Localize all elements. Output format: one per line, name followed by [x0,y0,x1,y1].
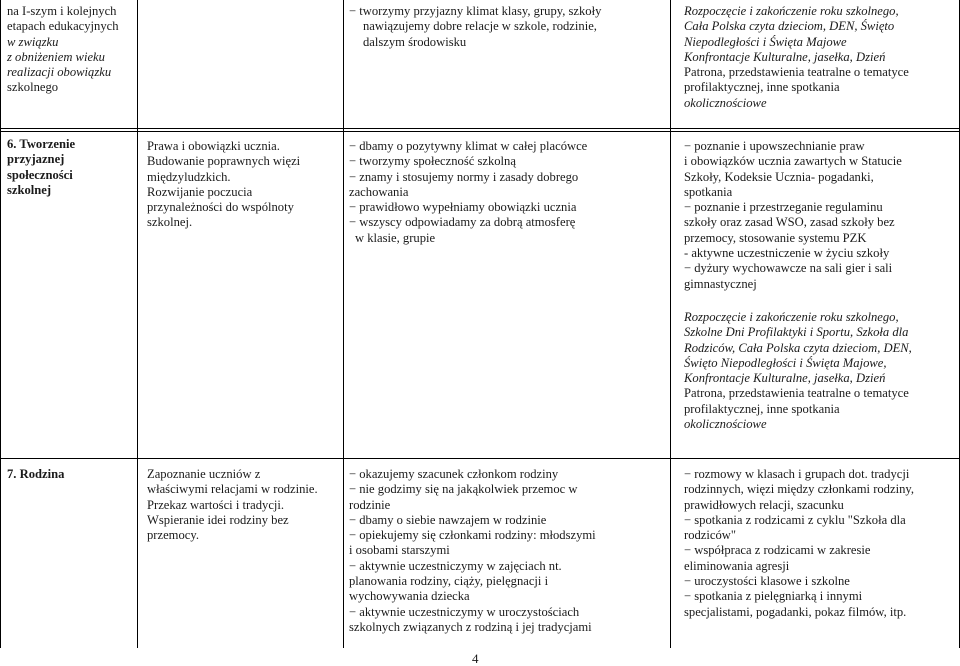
row2-form-line: Konfrontacje Kulturalne, jasełka, Dzień [684,371,886,386]
row2-form-line: spotkania [684,184,733,199]
row3-method-line: − okazujemy szacunek członkom rodziny [349,467,559,481]
row1-forms-cell [684,4,956,111]
row1-form-line: Niepodległości i Święta Majowe [684,34,847,49]
row3-form-line: rodzinnych, więzi między członkami rodziny, [684,482,914,497]
row2-form-line: Święto Niepodległości i Święta Majowe, [684,355,887,370]
row3-form-line: prawidłowych relacji, szacunku [684,497,844,512]
row-divider-1b [0,131,960,132]
row2-method-line: w klasie, grupie [355,230,436,245]
row3-content-cell [147,467,341,543]
row3-method-line: − dbamy o siebie nawzajem w rodzinie [349,512,547,527]
row2-form-line: − poznanie i upowszechnianie praw [684,139,865,153]
row2-form-line: profilaktycznej, inne spotkania [684,401,840,416]
row1-form-line: Patrona, przedstawienia teatralne o tematyce [684,65,909,80]
row1-topic-line: z obniżeniem wieku [7,49,105,64]
row2-content-line: szkolnej. [147,215,193,230]
table-border-left [0,0,1,648]
row3-content-line: przemocy. [147,528,199,543]
row1-form-line: Konfrontacje Kulturalne, jasełka, Dzień [684,49,886,64]
row1-form-line: profilaktycznej, inne spotkania [684,80,840,95]
row3-form-line: − spotkania z rodzicami z cyklu "Szkoła dla [684,512,906,527]
row2-method-line: − znamy i stosujemy normy i zasady dobrego [349,169,579,184]
row2-topic-line: szkolnej [7,182,52,197]
row3-form-line: − rozmowy w klasach i grupach dot. tradycji [684,467,910,481]
row1-method-line: dalszym środowisku [363,34,467,49]
row1-form-line: Rozpoczęcie i zakończenie roku szkolnego, [684,4,899,18]
row3-method-line: − nie godzimy się na jakąkolwiek przemoc w [349,482,578,497]
row2-form-line: - aktywne uczestniczenie w życiu szkoły [684,246,890,261]
row2-content-line: Rozwijanie poczucia [147,184,253,199]
row1-methods-cell [349,4,667,50]
row1-method-line: − tworzymy przyjazny klimat klasy, grupy, szkoły [349,4,602,18]
row2-form-line: Rozpoczęcie i zakończenie roku szkolnego, [684,309,899,324]
row2-method-line: zachowania [349,184,409,199]
row1-topic-line: realizacji obowiązku [7,65,112,80]
row3-topic-cell [7,467,135,482]
row1-topic-line: w związku [7,34,59,49]
table-divider-col1 [137,0,138,648]
row1-topic-line: szkolnego [7,80,59,95]
row1-topic-line: etapach edukacyjnych [7,19,119,34]
row3-content-line: Zapoznanie uczniów z [147,467,261,481]
row2-form-line: − poznanie i przestrzeganie regulaminu [684,200,883,215]
row1-form-line: okolicznościowe [684,95,767,110]
row3-method-line: − opiekujemy się członkami rodziny: młodszymi [349,528,596,543]
row3-methods-cell [349,467,667,635]
table-divider-col3 [670,0,671,648]
page-number: 4 [472,651,479,666]
row3-method-line: − aktywnie uczestniczymy w uroczystościach [349,604,580,619]
row2-method-line: − wszyscy odpowiadamy za dobrą atmosferę [349,215,576,230]
row3-form-line: specjalistami, pogadanki, pokaz filmów, itp. [684,604,907,619]
row2-form-line: − dyżury wychowawcze na sali gier i sali [684,261,893,276]
row2-forms-cell [684,139,956,432]
row2-content-line: Budowanie poprawnych więzi [147,154,301,169]
row1-topic-cell [7,4,135,96]
row1-topic-line: na I-szym i kolejnych [7,4,117,18]
row2-method-line: − dbamy o pozytywny klimat w całej placówce [349,139,588,153]
row2-form-line: Szkolne Dni Profilaktyki i Sportu, Szkoła dla [684,325,909,340]
row2-topic-line: społeczności [7,167,73,182]
row3-form-line: − współpraca z rodzicami w zakresie [684,543,871,558]
row3-forms-cell [684,467,956,620]
row2-method-line: − tworzymy społeczność szkolną [349,154,516,169]
row2-topic-line: 6. Tworzenie [7,137,76,151]
row2-form-line: przemocy, stosowanie systemu PZK [684,230,867,245]
row-divider-2 [0,458,960,459]
row3-method-line: − aktywnie uczestniczymy w zajęciach nt. [349,558,562,573]
row3-content-line: właściwymi relacjami w rodzinie. [147,482,318,497]
row2-form-line: i obowiązków ucznia zawartych w Statucie [684,154,902,169]
row2-form-spacer [684,292,956,310]
row1-form-line: Cała Polska czyta dzieciom, DEN, Święto [684,19,895,34]
row3-form-line: − uroczystości klasowe i szkolne [684,574,850,589]
row3-content-line: Wspieranie idei rodziny bez [147,512,289,527]
table-divider-col2 [343,0,344,648]
row2-content-line: przynależności do wspólnoty [147,200,294,215]
row3-method-line: i osobami starszymi [349,543,450,558]
row3-topic-line: 7. Rodzina [7,467,65,481]
row1-method-line: nawiązujemy dobre relacje w szkole, rodzinie, [363,19,597,34]
row2-form-line: Patrona, przedstawienia teatralne o tematyce [684,386,909,401]
row3-method-line: rodzinie [349,497,391,512]
row3-form-line: − spotkania z pielęgniarką i innymi [684,589,863,604]
row2-content-line: międzyludzkich. [147,169,231,184]
row2-topic-line: przyjaznej [7,152,65,167]
row3-method-line: planowania rodziny, ciąży, pielęgnacji i [349,574,549,589]
row3-content-line: Przekaz wartości i tradycji. [147,497,285,512]
row2-content-line: Prawa i obowiązki ucznia. [147,139,280,153]
row-divider-1 [0,128,960,129]
row2-form-line: Rodziców, Cała Polska czyta dzieciom, DEN, [684,340,912,355]
row2-form-line: Szkoły, Kodeksie Ucznia- pogadanki, [684,169,874,184]
row2-method-line: − prawidłowo wypełniamy obowiązki ucznia [349,200,577,215]
row3-method-line: wychowywania dziecka [349,589,470,604]
row2-content-cell [147,139,341,231]
row3-form-line: rodziców" [684,528,736,543]
row2-form-line: okolicznościowe [684,417,767,432]
row2-topic-cell [7,137,135,198]
row3-form-line: eliminowania agresji [684,558,790,573]
row2-form-line: szkoły oraz zasad WSO, zasad szkoły bez [684,215,895,230]
row3-method-line: szkolnych związanych z rodziną i jej tradycjami [349,619,592,634]
row2-form-line: gimnastycznej [684,276,757,291]
row2-methods-cell [349,139,667,246]
